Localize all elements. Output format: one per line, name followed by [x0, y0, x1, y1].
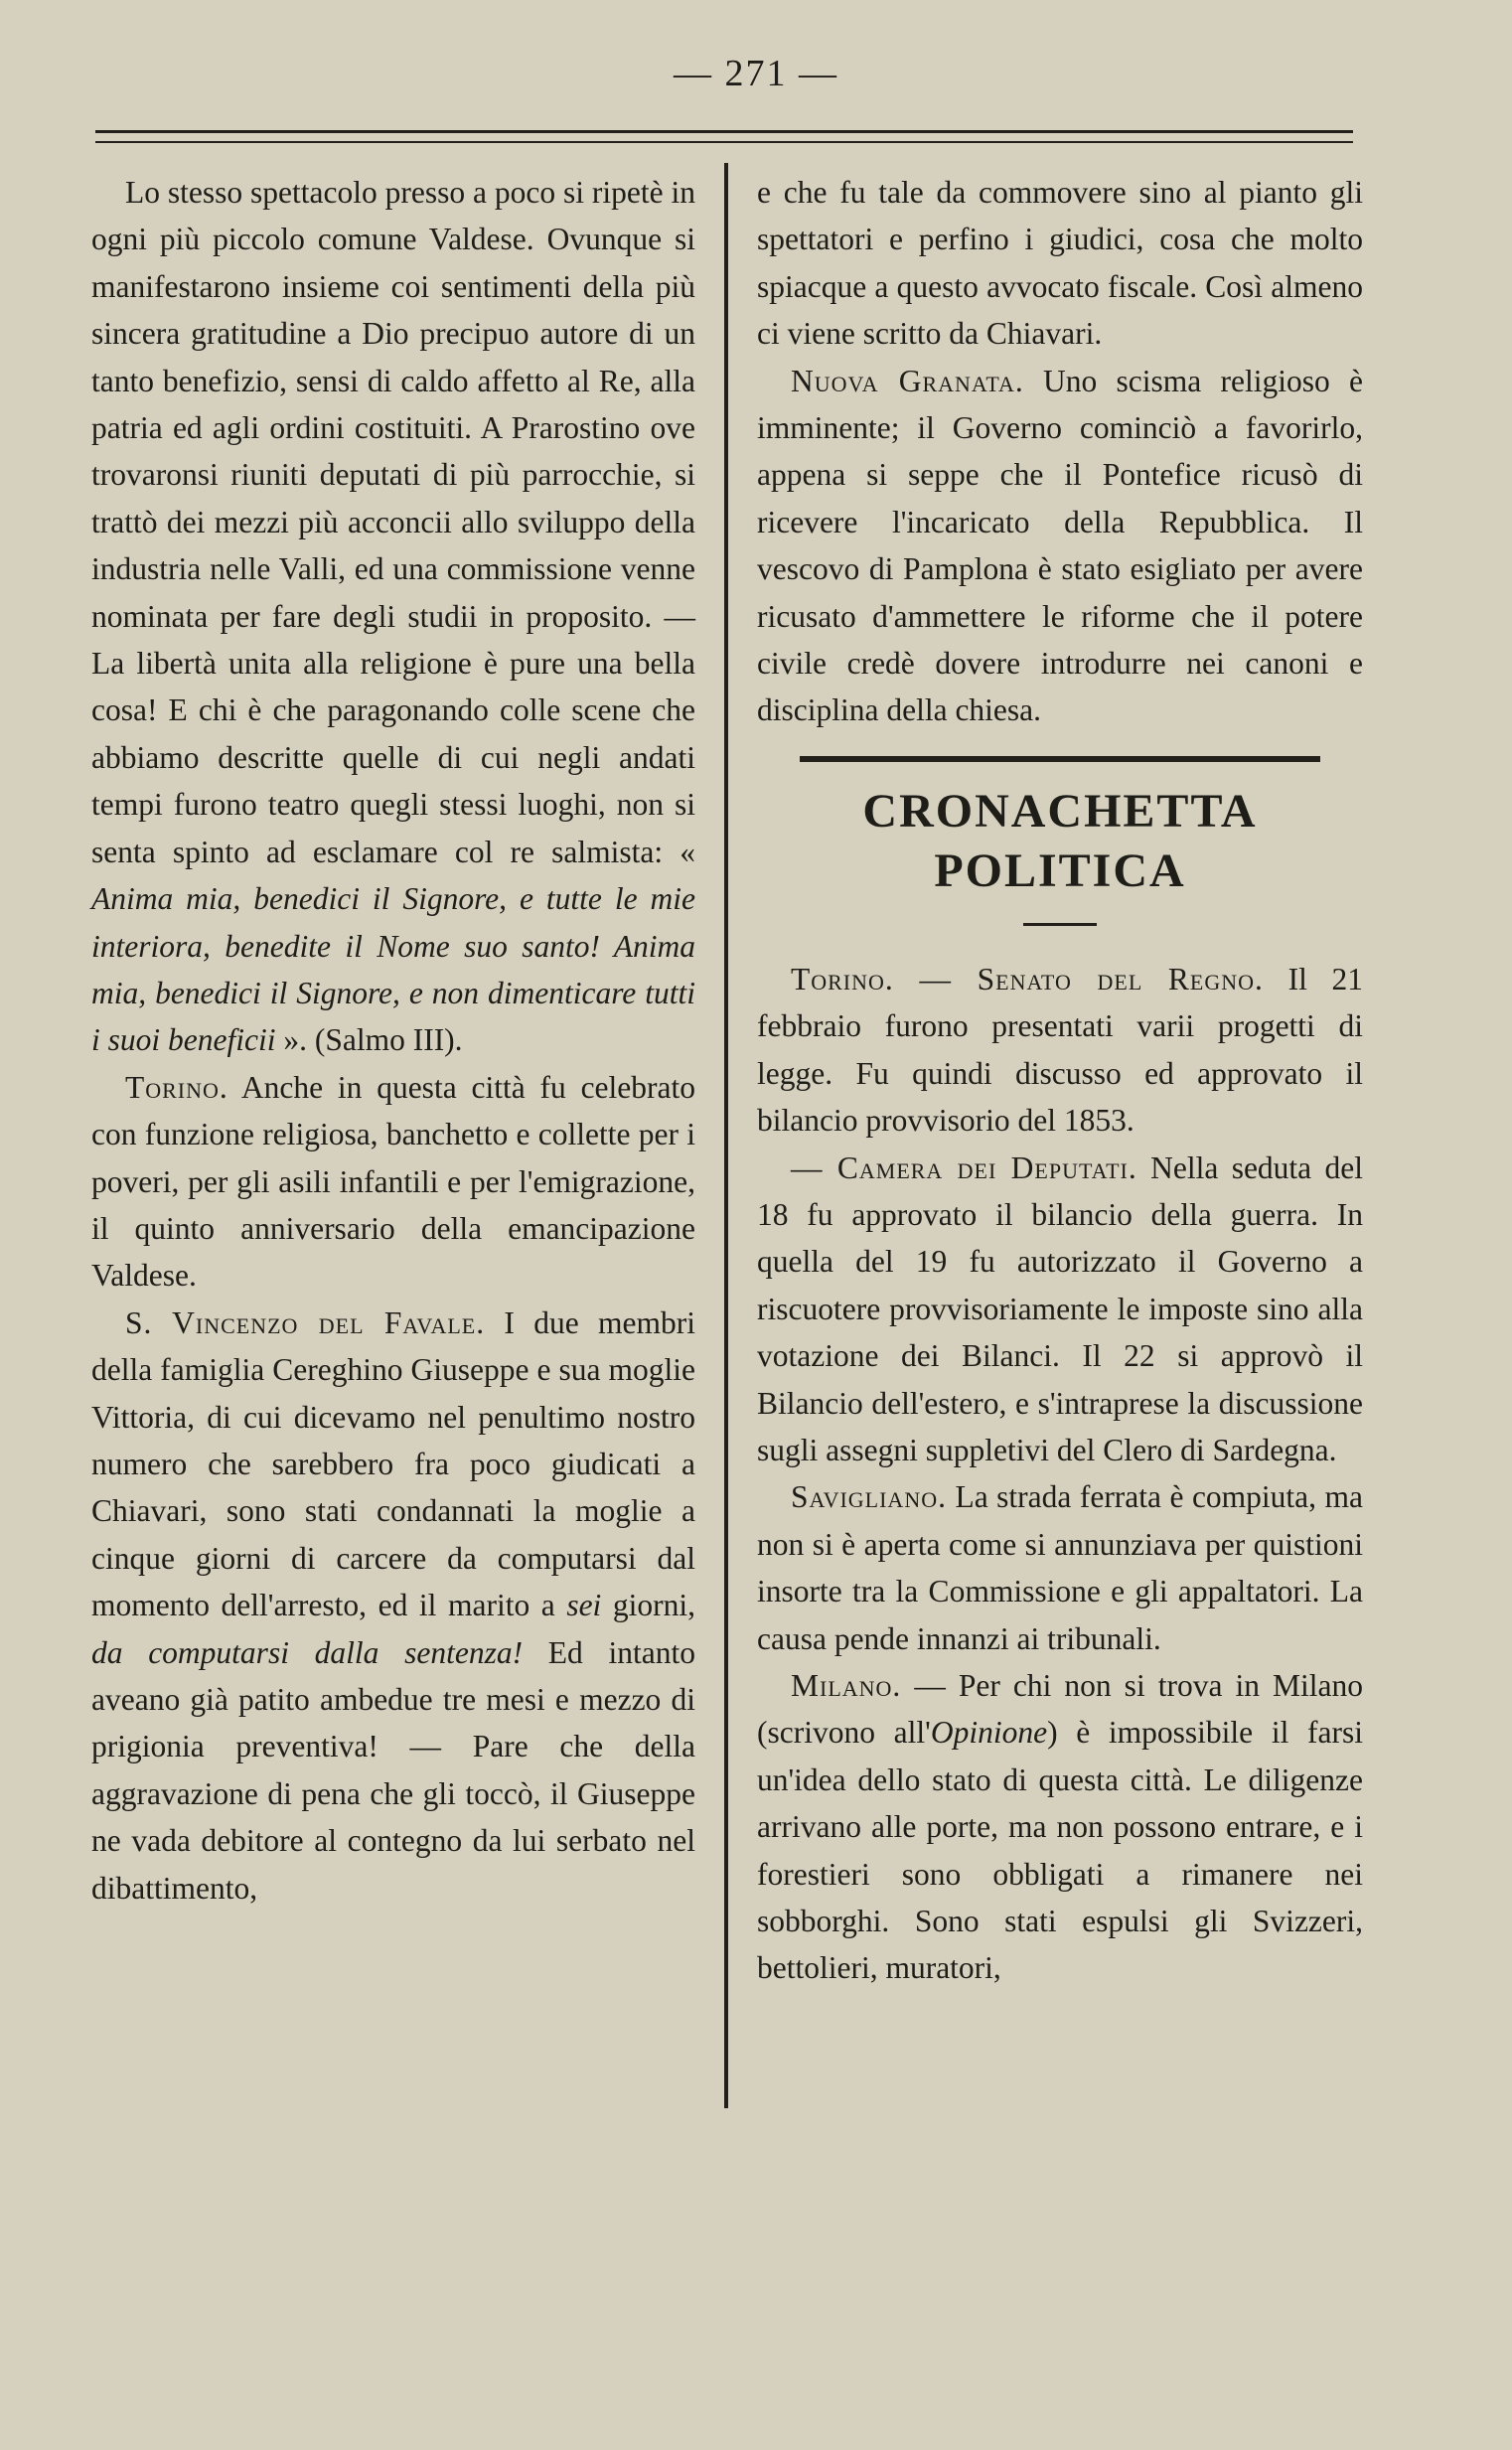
- paragraph-camera: — Camera dei Deputati. Nella seduta del 18 fu approvato il bilancio della guerra. In quella del 19 fu autorizzato il Governo a riscuotere provvisoriamente le imposte sino alla votazione dei Bilanci. Il 22 si approvò il Bilancio dell'estero, e s'intraprese la discussione sugli assegni suppletivi del Clero di Sardegna.: [757, 1149, 1364, 1467]
- paragraph-s-vincenzo: S. Vincenzo del Favale. I due membri della famiglia Cereghino Giuseppe e sua moglie Vittoria, di cui dicevamo nel penultimo nostro numero che sarebbero fra poco giudicati a Chiavari, sono stati condannati la moglie a cinque giorni di carcere da computarsi dal momento dell'arresto, ed il marito a sei giorni, da computarsi dalla sentenza! Ed intanto aveano già patito ambedue tre mesi e mezzo di prigionia preventiva! — Pare che della aggravazione di pena che gli toccò, il Giuseppe ne vada debitore al contegno da lui serbato nel dibattimento,: [91, 1304, 695, 1906]
- place-heading: Milano.: [791, 1667, 902, 1703]
- paragraph-savigliano: Savigliano. La strada ferrata è compiuta, ma non si è aperta come si annunziava per quistioni insorte tra la Commissione e gli appaltatori. La causa pende innanzi ai tribunali.: [757, 1479, 1363, 1656]
- paragraph-milano: Milano. — Per chi non si trova in Milano (scrivono all'Opinione) è impossibile il farsi un'idea dello stato di questa città. Le diligenze arrivano alle porte, ma non possono entrare, e i forestieri sono obbligati a rimanere nei sobborghi. Sono stati espulsi gli Svizzeri, bettolieri, muratori,: [757, 1667, 1364, 1986]
- header-double-rule: [95, 130, 1353, 143]
- section-rule: [800, 756, 1320, 762]
- column-divider: [724, 163, 728, 2108]
- place-heading: Torino.: [125, 1069, 228, 1105]
- section-title: CRONACHETTA POLITICA: [862, 784, 1258, 897]
- paragraph-senato: Torino. — Senato del Regno. Il 21 febbraio furono presentati varii progetti di legge. Fu quindi discusso ed approvato il bilancio provvisorio del 1853.: [757, 961, 1363, 1139]
- place-heading: Nuova Granata.: [791, 363, 1024, 398]
- psalm-quote: Anima mia, benedici il Signore, e tutte le mie interiora, benedite il Nome suo santo! Anima mia, benedici il Signore, e non dimenticare tutti i suoi beneficii: [91, 881, 695, 1058]
- paragraph-nuova-granata: Nuova Granata. Uno scisma religioso è imminente; il Governo cominciò a favorirlo, appena si seppe che il Pontefice ricusò di ricevere l'incaricato della Repubblica. Il vescovo di Pamplona è stato esigliato per avere ricusato d'ammettere le riforme che il potere civile credè dovere introdurre nei canoni e disciplina della chiesa.: [757, 363, 1363, 728]
- paragraph-torino: Torino. Anche in questa città fu celebrato con funzione religiosa, banchetto e collette per i poveri, per gli asili infantili e per l'emigrazione, il quinto anniversario della emancipazione Valdese.: [91, 1069, 695, 1294]
- left-column: [91, 169, 695, 1912]
- place-heading: Torino. — Senato del Regno.: [791, 961, 1264, 996]
- place-heading: S. Vincenzo del Favale.: [125, 1304, 486, 1340]
- title-underline: [1023, 923, 1097, 926]
- place-heading: Savigliano.: [791, 1479, 947, 1515]
- page-number: — 271 —: [674, 53, 838, 94]
- right-column: [757, 169, 1363, 1992]
- place-heading: — Camera dei Deputati.: [791, 1149, 1137, 1185]
- paragraph-continuation: e che fu tale da commovere sino al pianto gli spettatori e perfino i giudici, cosa che molto spiacque a questo avvocato fiscale. Così almeno ci viene scritto da Chiavari.: [757, 175, 1363, 352]
- paragraph-valdese-celebrations: Lo stesso spettacolo presso a poco si ripetè in ogni più piccolo comune Valdese. Ovunque si manifestarono insieme coi sentimenti della più sincera gratitudine a Dio precipuo autore di un tanto benefizio, sensi di caldo affetto al Re, alla patria ed agli ordini costituiti. A Prarostino ove trovaronsi riuniti deputati di più parrocchie, si trattò dei mezzi più acconcii allo sviluppo della industria nelle Valli, ed una commissione venne nominata per fare degli studii in proposito. — La libertà unita alla religione è pure una bella cosa! E chi è che paragonando colle scene che abbiamo descritte quelle di cui negli andati tempi furono teatro quegli stessi luoghi, non si senta spinto ad esclamare col re salmista: « Anima mia, benedici il Signore, e tutte le mie interiora, benedite il Nome suo santo! Anima mia, benedici il Signore, e non dimenticare tutti i suoi beneficii ». (Salmo III).: [91, 175, 695, 1058]
